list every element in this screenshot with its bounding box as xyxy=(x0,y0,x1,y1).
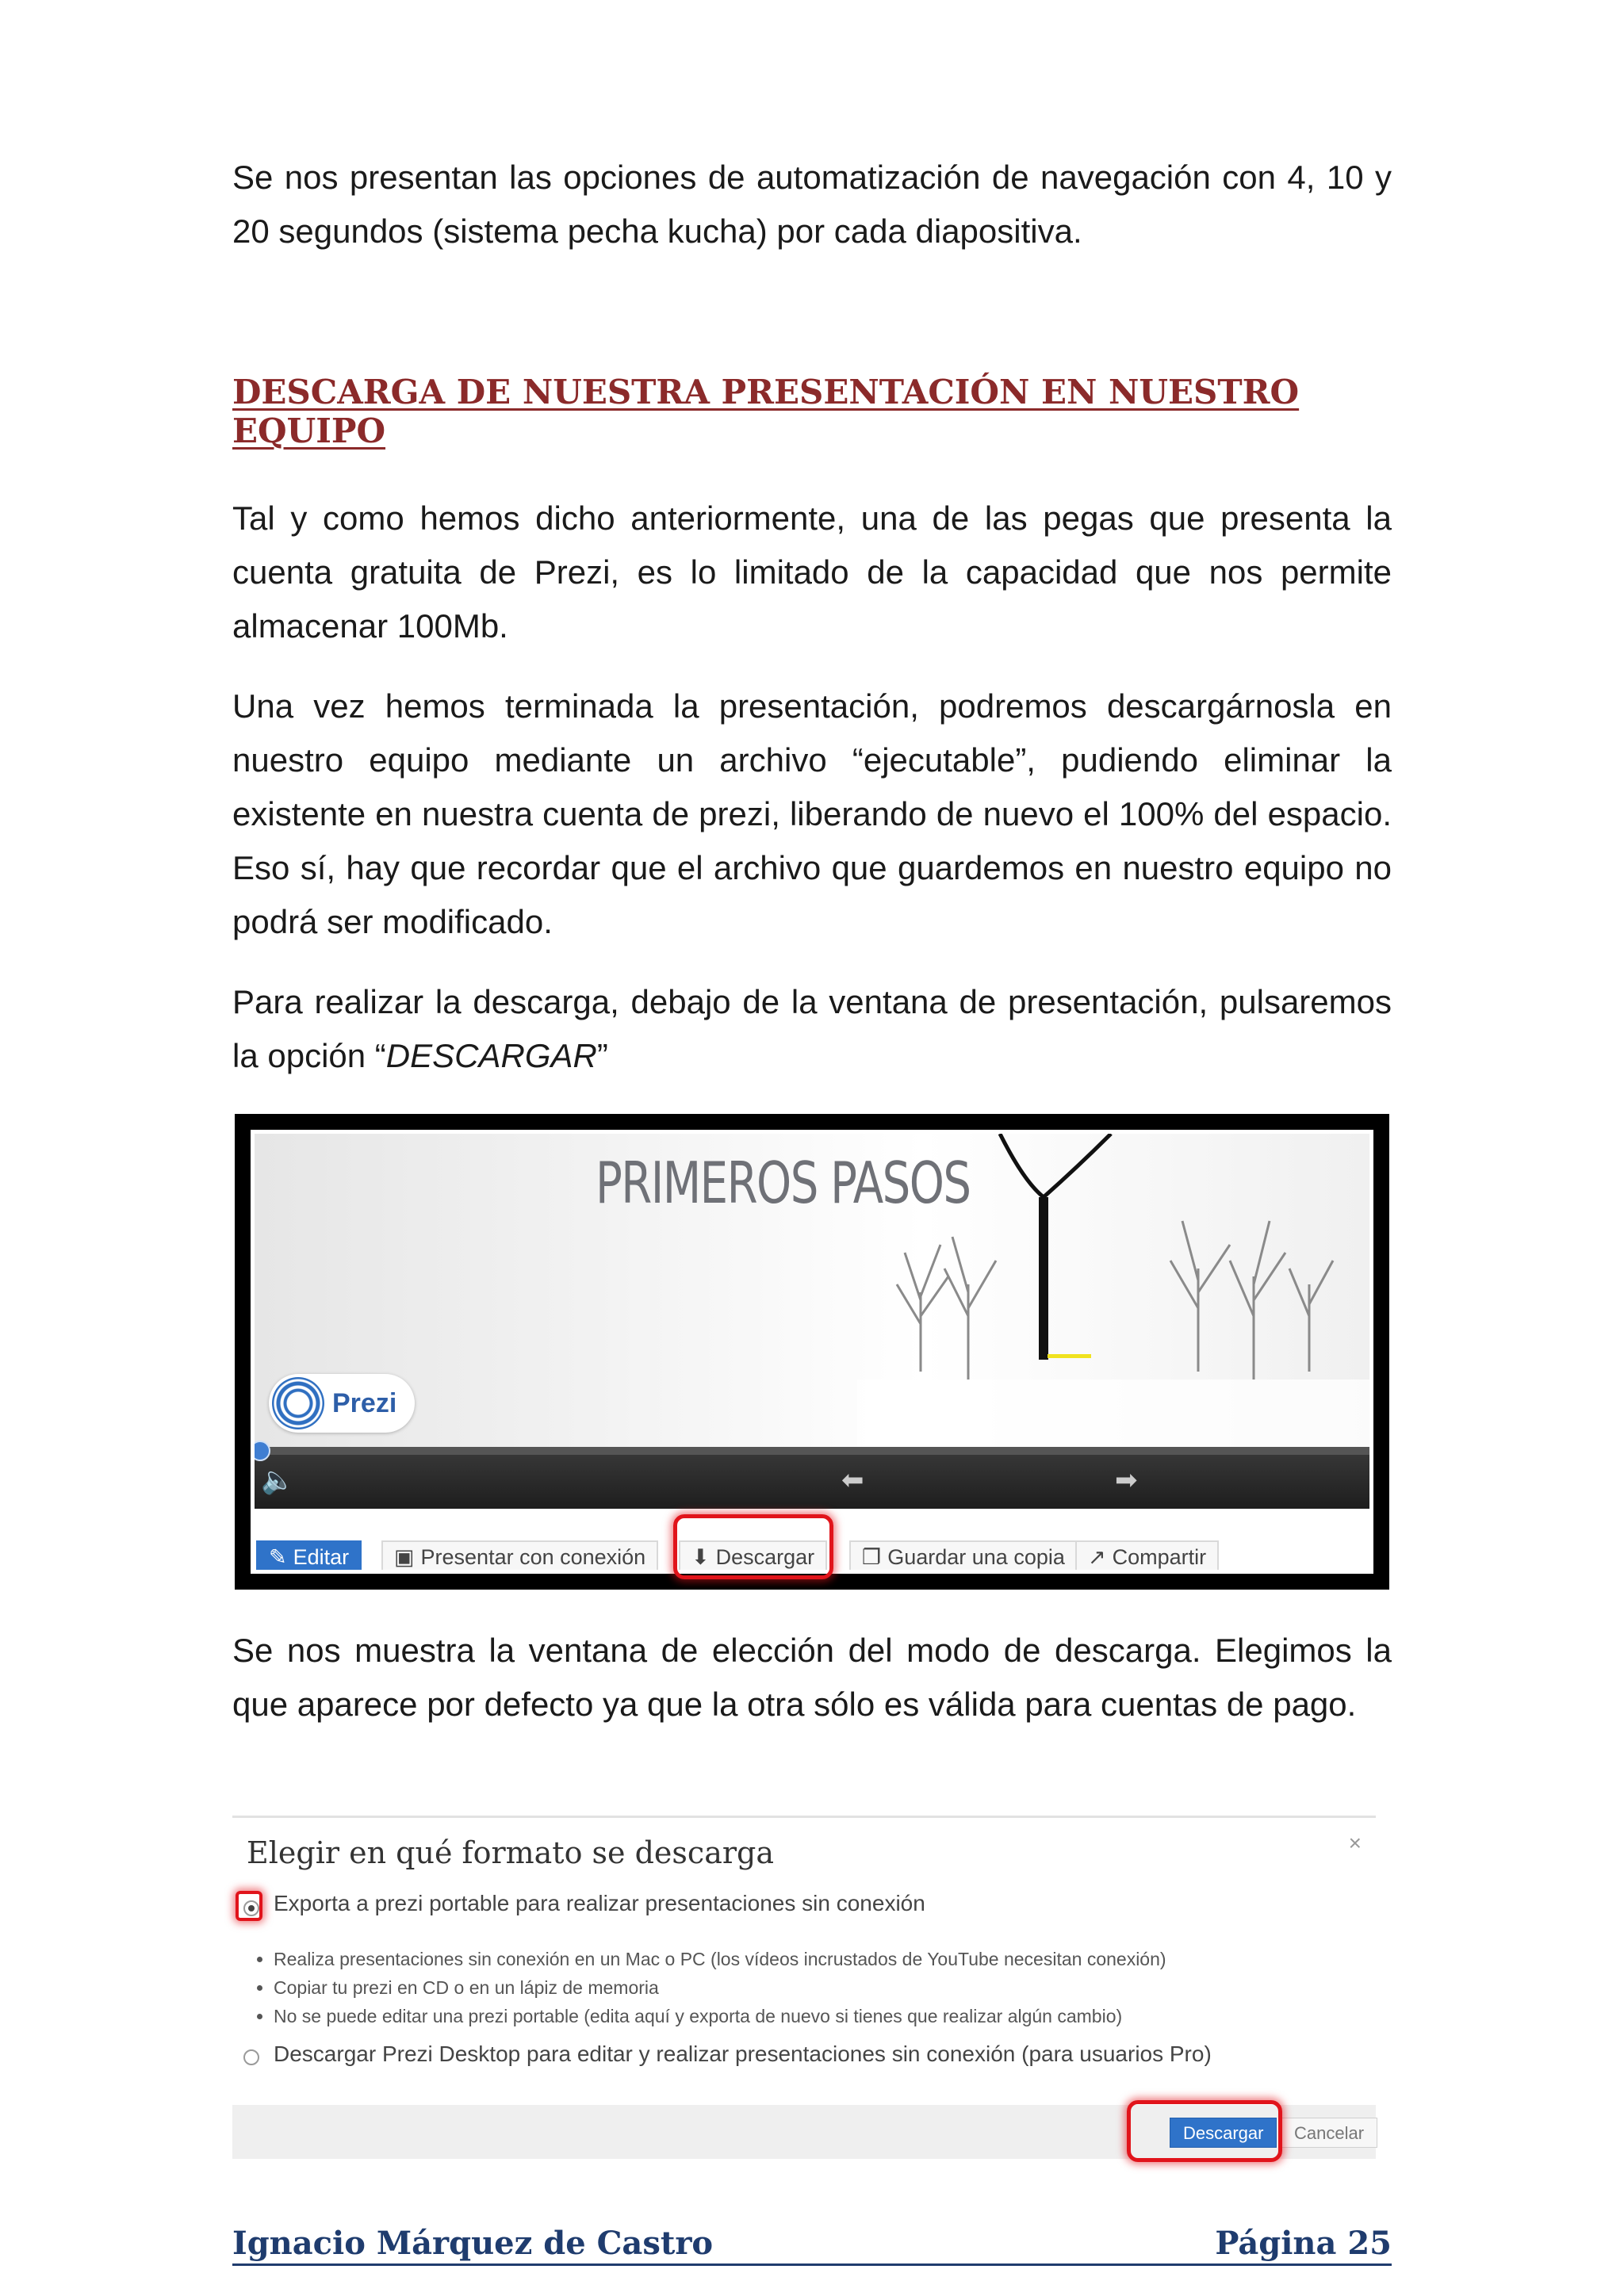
instruction-emphasis: DESCARGAR xyxy=(385,1037,597,1074)
edit-button[interactable] xyxy=(256,1540,362,1572)
detail-item: • No se puede editar una prezi portable (edita aquí y exporta de nuevo si tienes que realizar algún cambio) xyxy=(274,2002,1166,2030)
dialog-cancel-button[interactable]: Cancelar xyxy=(1281,2118,1377,2148)
edit-button-label: Editar xyxy=(293,1545,350,1569)
slide-title: PRIMEROS PASOS xyxy=(596,1150,971,1216)
download-highlight xyxy=(673,1514,833,1579)
prezi-badge[interactable] xyxy=(269,1374,415,1433)
dialog-download-button[interactable]: Descargar xyxy=(1170,2118,1277,2148)
instruction-text: Para realizar la descarga, debajo de la ventana de presentación, pulsaremos la opción “ xyxy=(232,983,1392,1074)
footer-page-number: Página 25 xyxy=(1215,2225,1392,2262)
detail-item: • Realiza presentaciones sin conexión en un Mac o PC (los vídeos incrustados de YouTube necesitan conexión) xyxy=(274,1945,1166,1973)
prezi-viewer-screenshot xyxy=(235,1114,1389,1590)
dialog-footer xyxy=(232,2105,1376,2159)
download-icon: ⬇ xyxy=(691,1545,710,1569)
previous-arrow-icon[interactable]: ⬅ xyxy=(841,1465,864,1495)
desktop-option-radio[interactable] xyxy=(243,2049,259,2065)
section-heading: DESCARGA DE NUESTRA PRESENTACIÓN EN NUESTRO EQUIPO xyxy=(232,373,1300,450)
desktop-option-label[interactable]: Descargar Prezi Desktop para editar y realizar presentaciones sin conexión (para usuarios Pro) xyxy=(274,2042,1212,2066)
footer-author: Ignacio Márquez de Castro xyxy=(232,2225,714,2262)
download-format-dialog xyxy=(232,1816,1376,2156)
save-copy-label: Guardar una copia xyxy=(887,1545,1065,1569)
paragraph-navigation-options: Se nos presentan las opciones de automatización de navegación con 4, 10 y 20 segundos (sistema pecha kucha) por cada diapositiva. xyxy=(232,159,1392,250)
paragraph-download-instruction xyxy=(232,975,1392,1083)
player-controls xyxy=(255,1447,1369,1509)
dialog-title: Elegir en qué formato se descarga xyxy=(247,1835,774,1870)
copy-icon: ❐ xyxy=(862,1545,882,1569)
share-icon: ↗ xyxy=(1088,1545,1106,1569)
save-copy-button[interactable] xyxy=(849,1540,1078,1572)
next-arrow-icon[interactable]: ➡ xyxy=(1115,1465,1138,1495)
pencil-icon: ✎ xyxy=(269,1545,287,1569)
download-button-label: Descargar xyxy=(715,1545,815,1569)
close-icon[interactable]: × xyxy=(1348,1831,1362,1855)
volume-icon[interactable]: 🔈 xyxy=(261,1465,295,1495)
paragraph-download-explanation: Una vez hemos terminada la presentación, podremos descargárnosla en nuestro equipo mediante un archivo “ejecutable”, pudiendo eliminar la existente en nuestra cuenta de prezi, liberando de nuevo el 100% del espacio. Eso sí, hay que recordar que el archivo que guardemos en nuestro equipo no podrá ser modificado. xyxy=(232,687,1392,940)
present-online-label: Presentar con conexión xyxy=(420,1545,646,1569)
dialog-download-highlight xyxy=(1127,2100,1282,2162)
detail-item: • Copiar tu prezi en CD o en un lápiz de memoria xyxy=(274,1973,1166,2002)
slide-canvas xyxy=(255,1134,1369,1447)
page-footer xyxy=(232,2225,1392,2266)
prezi-viewer xyxy=(251,1130,1373,1574)
progress-handle[interactable] xyxy=(251,1441,270,1461)
paragraph-dialog-explanation: Se nos muestra la ventana de elección del modo de descarga. Elegimos la que aparece por defecto ya que la otra sólo es válida para cuentas de pago. xyxy=(232,1632,1392,1723)
paragraph-storage-limit: Tal y como hemos dicho anteriormente, una de las pegas que presenta la cuenta gratuita de Prezi, es lo limitado de la capacidad que nos permite almacenar 100Mb. xyxy=(232,499,1392,645)
radio-highlight xyxy=(236,1891,262,1921)
monitor-icon: ▣ xyxy=(394,1545,415,1569)
portable-option-details xyxy=(256,1945,1166,2030)
winter-trees-illustration xyxy=(857,1134,1369,1447)
share-button-label: Compartir xyxy=(1112,1545,1207,1569)
share-button[interactable] xyxy=(1075,1540,1219,1572)
instruction-close-quote: ” xyxy=(596,1037,608,1074)
present-online-button[interactable] xyxy=(381,1540,658,1572)
progress-track[interactable] xyxy=(255,1447,1369,1455)
prezi-logo-icon xyxy=(272,1377,324,1429)
portable-option-label[interactable]: Exporta a prezi portable para realizar presentaciones sin conexión xyxy=(274,1891,925,1915)
prezi-brand-name: Prezi xyxy=(332,1387,397,1418)
